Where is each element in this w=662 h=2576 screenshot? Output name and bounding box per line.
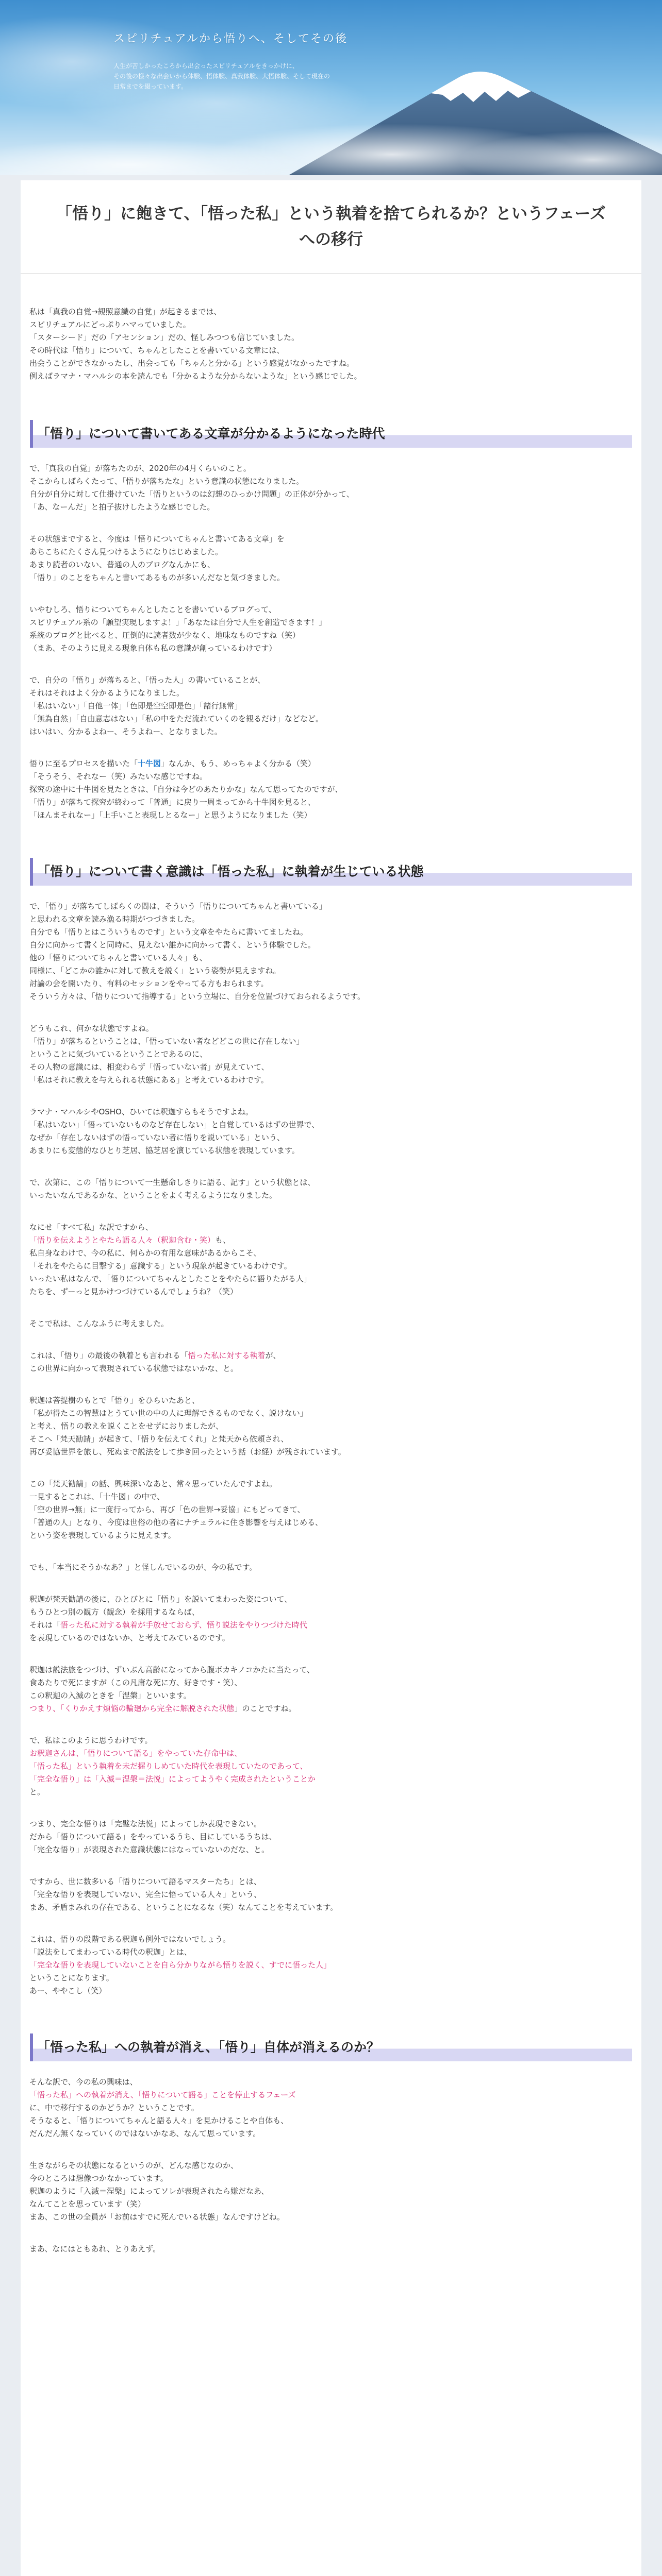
highlighted-text: 「悟った私」という執着を未だ握りしめていた時代を表現していたのであって、 [29, 1761, 308, 1771]
text-segment: どうもこれ、何かな状態ですよね。 [29, 1024, 154, 1033]
text-segment: この世界に向かって表現されている状態ではないかな、と。 [29, 1364, 239, 1373]
paragraph-line [29, 1946, 641, 1959]
paragraph [29, 1221, 641, 1298]
paragraph [29, 1933, 641, 1997]
text-segment: スピリチュアル系の「願望実現しますよ！」「あなたは自分で人生を創造できます！」 [29, 618, 327, 627]
text-segment: 「完全な悟りを表現していない、完全に悟っている人々」という、 [29, 1890, 262, 1899]
paragraph-line [29, 1490, 641, 1503]
paragraph [29, 1818, 641, 1856]
paragraph-line [29, 501, 641, 514]
text-segment: つまり、完全な悟りは「完璧な法悦」によってしか表現できない。 [29, 1819, 262, 1828]
text-segment: そうなると、「悟りについてちゃんと語る人々」を見かけることや自体も、 [29, 2116, 289, 2125]
text-segment: 「悟り」のことをちゃんと書いてあるものが多いんだなと気づきました。 [29, 573, 285, 582]
paragraph-line [29, 1619, 641, 1632]
paragraph-line [29, 1118, 641, 1131]
paragraph [29, 2076, 641, 2140]
text-segment: も、 [215, 1235, 231, 1245]
text-segment: と思われる文章を読み漁る時期がつづきました。 [29, 914, 200, 924]
text-segment: この釈迦の入滅のときを「涅槃」といいます。 [29, 1691, 191, 1700]
text-segment: まあ、矛盾まみれの存在である、ということになるな（笑）なんてことを考えています。 [29, 1903, 338, 1912]
text-segment: 今のところは想像つかなかっています。 [29, 2174, 168, 2183]
text-segment: 自分に向かって書くと同時に、見えない誰かに向かって書く、という体験でした。 [29, 940, 316, 950]
paragraph [29, 1734, 641, 1799]
paragraph-line [29, 1773, 641, 1786]
paragraph-line [29, 1035, 641, 1048]
paragraph-line [29, 809, 641, 822]
text-segment: 「それをやたらに目撃する」意識する」という現象が起きているわけです。 [29, 1261, 292, 1270]
text-segment: はいはい、分かるよねー、そうよねー、となりました。 [29, 727, 222, 736]
paragraph-line [29, 2185, 641, 2198]
paragraph-line [29, 488, 641, 501]
text-segment: なにせ「すべて私」な訳ですから、 [29, 1223, 153, 1232]
paragraph-line [29, 318, 641, 331]
paragraph-line [29, 1144, 641, 1157]
paragraph-line [29, 462, 641, 475]
paragraph-line [29, 1131, 641, 1144]
paragraph-line [29, 546, 641, 558]
highlighted-text: つまり、「 [29, 1704, 64, 1713]
paragraph [29, 1317, 641, 1330]
paragraph-line [29, 1561, 641, 1574]
paragraph-line [29, 1959, 641, 1972]
paragraph-line [29, 1901, 641, 1914]
paragraph-line [29, 757, 641, 770]
paragraph [29, 603, 641, 655]
text-segment: 「普通の人」となり、今度は世俗の他の者にナチュラルに住き影響を与えはじめる、 [29, 1518, 323, 1527]
text-segment: あまり読者のいない、普通の人のブログなんかにも、 [29, 560, 216, 569]
paragraph-line [29, 2127, 641, 2140]
highlighted-text: 悟った私に対する執着が手放せておらず、悟り説法をやりつづけた時代 [60, 1620, 307, 1630]
text-segment: 「私はいない」「自他一体」「色即是空空即是色」「諸行無常」 [29, 701, 242, 710]
text-segment: その時代は「悟り」について、ちゃんとしたことを書いている文章には、 [29, 346, 285, 355]
paragraph-line [29, 770, 641, 783]
paragraph-line [29, 1061, 641, 1074]
paragraph [29, 462, 641, 514]
site-title[interactable]: スピリチュアルから悟りへ、そしてその後 [113, 32, 348, 45]
text-segment: ですから、世に数多いる「悟りについて語るマスターたち」とは、 [29, 1877, 261, 1886]
text-segment: 「そうそう、それなー（笑）みたいな感じですね。 [29, 772, 208, 781]
paragraph-line [29, 558, 641, 571]
highlighted-text: 「悟った私」への執着が消え、「悟りについて語る」ことを停止するフェーズ [29, 2090, 296, 2099]
paragraph-line [29, 2172, 641, 2185]
highlighted-text: 「完全な悟りを表現していないことを自ら分かりながら悟りを説く、すでに悟った人」 [29, 1960, 332, 1970]
text-segment: いったい私はなんで、「悟りについてちゃんとしたことをやたらに語りたがる人」 [29, 1274, 311, 1283]
paragraph-line [29, 616, 641, 629]
paragraph-line [29, 2089, 641, 2102]
paragraph-line [29, 1676, 641, 1689]
text-segment: ということになります。 [29, 1973, 114, 1982]
paragraph-line [29, 1176, 641, 1189]
text-segment: 自分が自分に対して仕掛けていた「悟りというのは幻想のひっかけ問題」の正体が分かって、 [29, 489, 354, 499]
text-segment: を表現しているのではないか、と考えてみているのです。 [29, 1633, 230, 1642]
paragraph-line [29, 1349, 641, 1362]
site-description-line: 人生が苦しかったころから出会ったスピリチュアルをきっかけに、 [113, 62, 299, 70]
highlighted-text[interactable]: 十牛図 [138, 759, 161, 768]
text-segment: いったいなんであるかな、ということをよく考えるようになりました。 [29, 1191, 277, 1200]
text-segment: で、私はこのように思うわけです。 [29, 1736, 153, 1745]
text-segment: 悟りに至るプロセスを描いた「 [29, 759, 138, 768]
paragraph [29, 1176, 641, 1202]
article [21, 180, 641, 2576]
paragraph-line [29, 331, 641, 344]
text-segment: と考え、悟りの教えを説くことをせずにおりましたが、 [29, 1421, 223, 1431]
text-segment: まあ、なにはともあれ、とりあえず。 [29, 2244, 161, 2253]
text-segment: 「悟り」が落ちるということは、「悟っていない者などどこの世に存在しない」 [29, 1037, 304, 1046]
paragraph [29, 1561, 641, 1574]
paragraph-line [29, 1972, 641, 1985]
paragraph-line [29, 1420, 641, 1433]
paragraph-line [29, 700, 641, 713]
section-heading: 「悟り」について書いてある文章が分かるようになった時代 [30, 420, 632, 448]
text-segment: それは「 [29, 1620, 61, 1630]
text-segment: ということに気づいているということであるのに、 [29, 1049, 208, 1059]
text-segment: そういう方々は、「悟りについて指導する」という立場に、自分を位置づけておられるようです。 [29, 992, 366, 1001]
text-segment: 」なんか、もう、めっちゃよく分かる（笑） [161, 759, 316, 768]
text-segment: 「悟り」が落ちて探究が終わって「普通」に戻り一周まってから十牛図を見ると、 [29, 798, 316, 807]
text-segment: 「私はそれに教えを与えられる状態にある」と考えているわけです。 [29, 1075, 269, 1084]
paragraph-line [29, 913, 641, 926]
paragraph-line [29, 475, 641, 488]
paragraph-line [29, 1760, 641, 1773]
paragraph-line [29, 1593, 641, 1606]
text-segment: あちこちにたくさん見つけるようになりはじめました。 [29, 547, 223, 556]
paragraph-line [29, 1702, 641, 1715]
text-segment: 私自身なわけで、今の私に、何らかの有用な意味があるからこそ、 [29, 1248, 261, 1258]
paragraph-line [29, 1606, 641, 1619]
text-segment: 討論の会を開いたり、有料のセッションをやってる方もおられます。 [29, 979, 269, 988]
paragraph-line [29, 1446, 641, 1459]
paragraph-line [29, 1747, 641, 1760]
article-body [21, 274, 641, 2256]
highlighted-text: 「悟りを伝えようとやたら語る人々（釈迦含む・笑） [29, 1235, 216, 1245]
text-segment: 「あ、なーんだ」と拍子抜けしたような感じでした。 [29, 502, 215, 512]
text-segment: この「梵天勧請」の話、興味深いなあと、常々思っていたんですよね。 [29, 1479, 277, 1488]
paragraph-line [29, 1317, 641, 1330]
paragraph-line [29, 1843, 641, 1856]
paragraph [29, 1106, 641, 1157]
paragraph-line [29, 2114, 641, 2127]
paragraph-line [29, 306, 641, 318]
paragraph-line [29, 674, 641, 687]
paragraph-line [29, 713, 641, 725]
paragraph [29, 757, 641, 822]
paragraph-line [29, 1818, 641, 1831]
text-segment: その人物の意識には、相変わらず「悟っていない者」が見えていて、 [29, 1062, 269, 1072]
text-segment: で、「悟り」が落ちてしばらくの間は、そういう「悟りについてちゃんと書いている」 [29, 902, 327, 911]
article-title: 「悟り」に飽きて、「悟った私」という執着を捨てられるか？というフェーズへの移行 [56, 205, 606, 249]
text-segment: スピリチュアルにどっぷりハマっていました。 [29, 320, 191, 329]
paragraph [29, 674, 641, 738]
text-segment: あまりにも変態的なひとり芝居、協芝居を演じている状態を表現しています。 [29, 1146, 300, 1155]
paragraph-line [29, 952, 641, 964]
text-segment: そこで私は、こんなふうに考えました。 [29, 1319, 169, 1328]
paragraph-line [29, 344, 641, 357]
text-segment: 生きながらその状態になるというのが、どんな感じなのか、 [29, 2161, 239, 2170]
text-segment: そんな訳で、今の私の興味は、 [29, 2077, 138, 2087]
paragraph-line [29, 796, 641, 809]
paragraph-line [29, 1786, 641, 1799]
paragraph-line [29, 1022, 641, 1035]
text-segment: これは、悟りの段階である釈迦も例外ではないでしょう。 [29, 1935, 231, 1944]
paragraph-line [29, 1362, 641, 1375]
text-segment: で、次第に、この「悟りについて一生懸命しきりに語る、記す」という状態とは、 [29, 1178, 316, 1187]
text-segment: 」のことですね。 [234, 1704, 296, 1713]
paragraph-line [29, 2102, 641, 2114]
text-segment: なぜか「存在しないはずの悟っていない者に悟りを説いている」という、 [29, 1133, 285, 1142]
text-segment: 「私はいない」「悟っていないものなど存在しない」と自覚しているはずの世界で、 [29, 1120, 320, 1129]
text-segment: 一見するとこれは、「十牛図」の中で、 [29, 1492, 165, 1501]
text-segment: 同様に、「どこかの誰かに対して教えを説く」という姿勢が見えますね。 [29, 966, 281, 975]
paragraph-line [29, 1689, 641, 1702]
text-segment: （まあ、そのように見える現象自体も私の意識が創っているわけです） [29, 643, 277, 653]
paragraph-line [29, 1433, 641, 1446]
text-segment: いやむしろ、悟りについてちゃんとしたことを書いているブログって、 [29, 605, 276, 614]
paragraph [29, 1394, 641, 1459]
paragraph-line [29, 1407, 641, 1420]
paragraph-line [29, 1503, 641, 1516]
text-segment: という姿を表現しているように見えます。 [29, 1531, 176, 1540]
paragraph-line [29, 571, 641, 584]
text-segment: 釈迦は説法旅をつづけ、ずいぶん高齢になってから腹ボカキノコかたに当たって、 [29, 1665, 315, 1674]
paragraph-line [29, 1189, 641, 1202]
text-segment: 再び妥協世界を旅し、死ぬまで説法をして歩き回ったという話（お経）が残されています。 [29, 1447, 346, 1456]
paragraph-line [29, 1632, 641, 1645]
text-segment: そこからしばらくたって、「悟りが落ちたな」という意識の状態になりました。 [29, 477, 304, 486]
text-segment: 釈迦が梵天勧請の後に、ひとびとに「悟り」を説いてまわった姿について、 [29, 1595, 292, 1604]
paragraph-line [29, 1933, 641, 1946]
text-segment: 釈迦のように「入滅＝涅槃」によってソレが表現されたら嫌だなあ、 [29, 2187, 269, 2196]
paragraph-line [29, 1048, 641, 1061]
paragraph-line [29, 926, 641, 939]
paragraph-line [29, 642, 641, 655]
paragraph-line [29, 2076, 641, 2089]
paragraph-line [29, 725, 641, 738]
paragraph-line [29, 2243, 641, 2256]
text-segment: たちを、ずーっと見かけつづけているんでしょうね？（笑） [29, 1287, 238, 1296]
text-segment: 「空の世界→無」に一度行ってから、再び「色の世界→妥協」にもどってきて、 [29, 1505, 305, 1514]
text-segment: と。 [29, 1787, 45, 1797]
paragraph-line [29, 1888, 641, 1901]
paragraph-line [29, 1875, 641, 1888]
paragraph-line [29, 990, 641, 1003]
paragraph [29, 2159, 641, 2224]
paragraph-line [29, 357, 641, 370]
paragraph-line [29, 2211, 641, 2224]
paragraph-line [29, 964, 641, 977]
paragraph [29, 1022, 641, 1087]
paragraph-line [29, 939, 641, 952]
text-segment: 「説法をしてまわっている時代の釈迦」とは、 [29, 1947, 192, 1957]
site-description-line: 日常までを綴っています。 [113, 83, 188, 90]
text-segment: 「私が得たこの智慧はとうてい世の中の人に理解できるものでなく、説けない」 [29, 1409, 308, 1418]
paragraph [29, 2243, 641, 2256]
text-segment: これは、「悟り」の最後の執着とも言われる「 [29, 1351, 188, 1360]
text-segment: 「完全な悟り」が表現された意識状態にはなっていないのだな、と。 [29, 1845, 270, 1854]
site-header [0, 0, 662, 175]
text-segment: だから「悟りについて語る」をやっているうち、目にしているうちは、 [29, 1832, 277, 1841]
paragraph-line [29, 370, 641, 383]
text-segment: でも、「本当にそうかなあ？」と怪しんでいるのが、今の私です。 [29, 1563, 257, 1572]
paragraph-line [29, 2159, 641, 2172]
site-description-line: その後の様々な出会いから体験、悟体験、真我体験、大悟体験、そして現在の [113, 73, 330, 80]
text-segment: それはそれはよく分かるようになりました。 [29, 688, 185, 698]
paragraph-line [29, 603, 641, 616]
paragraph-line [29, 1285, 641, 1298]
paragraph-line [29, 629, 641, 642]
text-segment: 例えばラマナ・マハルシの本を読んでも「分かるような分からないような」という感じでした。 [29, 371, 362, 381]
section-heading: 「悟った私」への執着が消え、「悟り」自体が消えるのか？ [30, 2033, 632, 2061]
text-segment: あー、ややこし（笑） [29, 1986, 107, 1995]
paragraph [29, 1478, 641, 1542]
paragraph-line [29, 1260, 641, 1273]
section-heading: 「悟り」について書く意識は「悟った私」に執着が生じている状態 [30, 858, 632, 886]
paragraph-line [29, 1664, 641, 1676]
paragraph-line [29, 1247, 641, 1260]
text-segment: もうひとつ別の観方（観念）を採用するならば、 [29, 1607, 200, 1617]
paragraph-line [29, 1074, 641, 1087]
paragraph-line [29, 2198, 641, 2211]
text-segment: 食あたりで死にますが（この凡庸な死に方、好きです・笑）、 [29, 1678, 242, 1687]
text-segment: 他の「悟りについてちゃんと書いている人々」も、 [29, 953, 207, 962]
paragraph [29, 1593, 641, 1645]
paragraph-line [29, 533, 641, 546]
paragraph-line [29, 1273, 641, 1285]
paragraph [29, 1875, 641, 1914]
paragraph-line [29, 1516, 641, 1529]
text-segment: だんだん無くなっていくのではないかなあ、なんて思っています。 [29, 2129, 261, 2138]
text-segment: 自分でも「悟りとはこういうものです」という文章をやたらに書いてましたね。 [29, 927, 308, 937]
paragraph-line [29, 1734, 641, 1747]
text-segment: が、 [265, 1351, 281, 1360]
paragraph-line [29, 900, 641, 913]
text-segment: 探究の途中に十牛図を見たときは、「自分は今どのあたりかな」なんて思ってたのですが、 [29, 785, 343, 794]
text-segment: 「ほんまそれなー」「上手いこと表現しとるなー」と思うようになりました（笑） [29, 810, 312, 820]
text-segment: 私は「真我の自覚→観照意識の自覚」が起きるまでは、 [29, 307, 222, 316]
paragraph-line [29, 977, 641, 990]
site-description [113, 61, 382, 92]
paragraph-line [29, 1985, 641, 1997]
paragraph [29, 306, 641, 383]
paragraph [29, 533, 641, 584]
highlighted-text: 「完全な悟り」は「入滅＝涅槃＝法悦」によってようやく完成されたということか [29, 1774, 316, 1784]
text-segment: 「スターシード」だの「アセンション」だの、怪しみつつも信じていました。 [29, 333, 299, 342]
text-segment: に、中で移行するのかどうか？ということです。 [29, 2103, 199, 2112]
text-segment: 「無為自然」「自由意志はない」「私の中をただ流れていくのを観るだけ」などなど。 [29, 714, 324, 723]
paragraph-line [29, 1831, 641, 1843]
paragraph-line [29, 1394, 641, 1407]
text-segment: で、自分の「悟り」が落ちると、「悟った人」の書いていることが、 [29, 675, 266, 685]
text-segment: ラマナ・マハルシやOSHO、ひいては釈迦すらもそうですよね。 [29, 1107, 253, 1116]
text-segment: そこへ「梵天勧請」が起きて、「悟りを伝えてくれ」と梵天から依頼され、 [29, 1434, 289, 1444]
paragraph-line [29, 1478, 641, 1490]
paragraph-line [29, 1529, 641, 1542]
paragraph-line [29, 1234, 641, 1247]
text-segment: その状態まですると、今度は「悟りについてちゃんと書いてある文章」を [29, 534, 285, 544]
paragraph-line [29, 687, 641, 700]
text-segment: 釈迦は菩提樹のもとで「悟り」をひらいたあと、 [29, 1396, 200, 1405]
text-segment: なんてことを思っています（笑） [29, 2199, 146, 2209]
text-segment: まあ、この世の全員が「お前はすでに死んでいる状態」なんですけどね。 [29, 2212, 285, 2222]
paragraph [29, 1664, 641, 1715]
highlighted-text: お釈迦さんは、「悟りについて語る」をやっていた存命中は、 [29, 1749, 242, 1758]
paragraph-line [29, 1221, 641, 1234]
text-segment: 出会うことができなかったし、出会っても「ちゃんと分かる」という感覚がなかったですね。 [29, 359, 355, 368]
text-segment: 系統のブログと比べると、圧倒的に読者数が少なく、地味なものですね（笑） [29, 631, 301, 640]
paragraph-line [29, 1106, 641, 1118]
paragraph [29, 900, 641, 1003]
paragraph-line [29, 783, 641, 796]
highlighted-text: くりかえす煩悩の輪廻から完全に解脱された状態 [64, 1704, 235, 1713]
highlighted-text: 悟った私に対する執着 [188, 1351, 266, 1360]
paragraph [29, 1349, 641, 1375]
text-segment: で、「真我の自覚」が落ちたのが、2020年の4月くらいのこと。 [29, 464, 251, 473]
